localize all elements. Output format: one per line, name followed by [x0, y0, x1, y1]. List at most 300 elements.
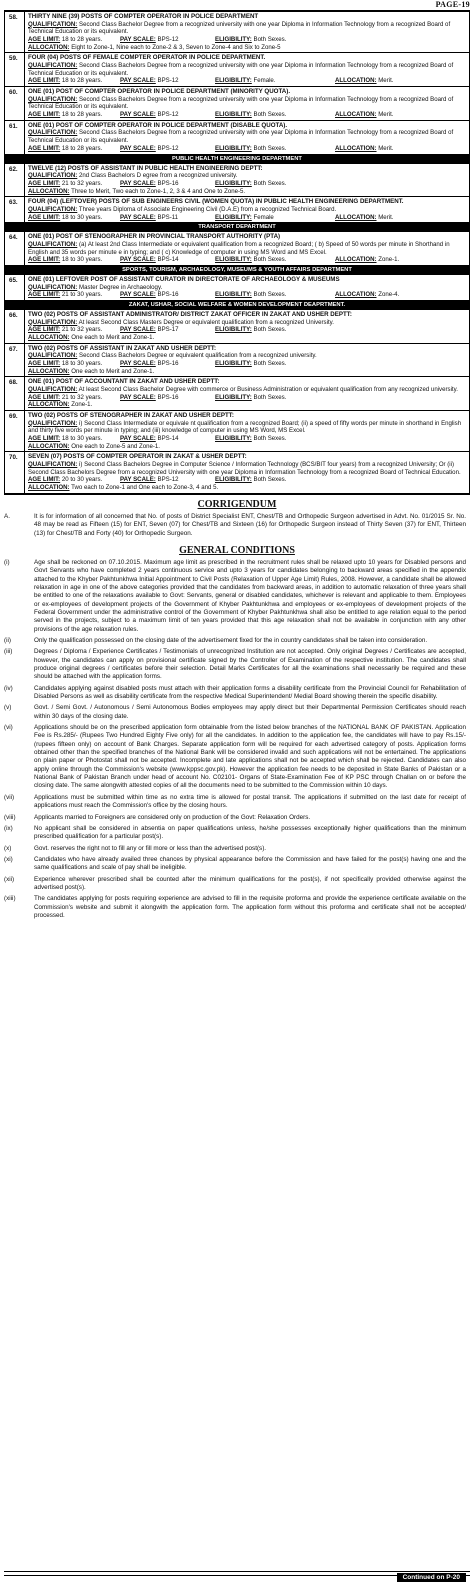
pay-scale-value: BPS-11 — [157, 213, 179, 221]
age-limit-label: AGE LIMIT: — [28, 393, 61, 401]
pay-scale-value: BPS-12 — [157, 476, 179, 484]
age-limit-label: AGE LIMIT: — [28, 256, 61, 264]
condition-number: (ix) — [4, 824, 13, 832]
post-number: 61. — [5, 121, 25, 154]
allocation-label: ALLOCATION: — [335, 77, 377, 85]
allocation-value: Two each to Zone-1 and One each to Zone-3, 4 and 5. — [71, 484, 219, 492]
age-limit-value: 21 to 32 years. — [61, 179, 103, 187]
post-row — [5, 377, 469, 411]
allocation-value: Merit. — [378, 213, 394, 221]
post-body — [25, 164, 469, 197]
eligibility — [215, 145, 335, 153]
allocation-line — [28, 44, 466, 52]
condition-number: (vii) — [4, 793, 15, 801]
condition-number: (xi) — [4, 855, 13, 863]
qualification-line — [28, 62, 466, 77]
details-line — [28, 360, 466, 368]
pay-scale-value: BPS-16 — [157, 359, 179, 367]
condition-item — [4, 845, 466, 853]
post-title: ONE (01) LEFTOVER POST OF ASSISTANT CURATOR IN DIRECTORATE OF ARCHAEOLOGY & MUSEUMS — [28, 275, 340, 283]
eligibility — [215, 291, 335, 299]
details-line — [28, 326, 466, 334]
pay-scale — [120, 256, 215, 264]
pay-scale-label: PAY SCALE: — [120, 359, 156, 367]
pay-scale — [120, 111, 215, 119]
age-limit-label: AGE LIMIT: — [28, 291, 61, 299]
allocation-value: Three to Merit, Two each to Zone-1, 2, 3 & 4 and One to Zone-5. — [71, 187, 246, 195]
pay-scale-label: PAY SCALE: — [120, 435, 156, 443]
qualification-text: Second Class Bachelors Degree or equivalent qualification from a recognized university. — [79, 352, 317, 360]
continued-label: Continued on P-20 — [397, 1573, 466, 1582]
eligibility — [215, 435, 466, 443]
post-title: THIRTY NINE (39) POSTS OF COMPTER OPERATOR IN POLICE DEPARTMENT — [28, 13, 259, 20]
condition-item — [4, 559, 466, 634]
condition-item — [4, 895, 466, 920]
pay-scale — [120, 476, 215, 484]
post-row — [5, 310, 469, 344]
qualification-line — [28, 96, 466, 111]
post-title: FOUR (04) POSTS OF FEMALE COMPTER OPERATOR IN POLICE DEPARTMENT. — [28, 54, 266, 62]
post-number: 70. — [5, 452, 25, 492]
post-number: 64. — [5, 232, 25, 265]
allocation-label: ALLOCATION: — [28, 187, 70, 195]
condition-text: Degrees / Diploma / Experience Certificates / Testimonials of unrecognized Institution are not accepted. Only original Degrees / Certificates are accepted, however, the candidates can apply on provisional certificate signed by the Controller of Examination of the respective institution. The candidates shall produce original degrees / certificates before their selection. Detail Marks Certificates for all the examinations shall necessarily be required and these should be attached with the application forms. — [34, 648, 466, 681]
qualification-text: Second Class Bachelor Degree from a recognized university with one year Diploma in Information Technology from a recognized Board of Technical Education or its equivalent. — [28, 20, 451, 36]
condition-number: (xiii) — [4, 895, 16, 903]
allocation-value: Eight to Zone-1, Nine each to Zone-2 & 3, Seven to Zone-4 and Six to Zone-5 — [71, 43, 281, 51]
pay-scale-value: BPS-14 — [157, 256, 179, 264]
page-footer — [0, 1570, 474, 1580]
pay-scale-label: PAY SCALE: — [120, 77, 156, 85]
qualification-text: (a) At least 2nd Class Intermediate or equivalent qualification from a recognized Board; ( b) Speed of 50 words per minute in Shorthand in English and 35 words per minute e in typing; and ( c) Knowledge of computer in using MS Word and MS Excel. — [28, 240, 450, 256]
qualification-label: QUALIFICATION: — [28, 461, 78, 469]
qualification-label: QUALIFICATION: — [28, 419, 78, 427]
condition-number: (i) — [4, 558, 10, 566]
post-row — [5, 12, 469, 53]
pay-scale-value: BPS-12 — [157, 111, 179, 119]
allocation-label: ALLOCATION: — [335, 144, 377, 152]
eligibility — [215, 111, 335, 119]
qualification-label: QUALIFICATION: — [28, 283, 78, 291]
age-limit-value: 18 to 30 years. — [61, 435, 103, 443]
allocation-label: ALLOCATION: — [28, 442, 70, 450]
pay-scale-label: PAY SCALE: — [120, 213, 156, 221]
post-title: TWO (02) POSTS OF STENOGRAPHER IN ZAKAT AND USHER DEPTT: — [28, 412, 234, 420]
age-limit-value: 21 to 32 years. — [61, 393, 103, 401]
pay-scale — [120, 360, 215, 368]
eligibility-value: Female. — [253, 77, 276, 85]
post-body — [25, 121, 469, 154]
qualification-line — [28, 172, 466, 180]
qualification-line — [28, 21, 466, 36]
general-conditions-section — [0, 545, 474, 923]
pay-scale — [120, 291, 215, 299]
pay-scale-label: PAY SCALE: — [120, 476, 156, 484]
allocation-label: ALLOCATION: — [28, 43, 70, 51]
pay-scale — [120, 435, 215, 443]
age-limit-value: 21 to 30 years. — [61, 291, 103, 299]
qualification-line — [28, 319, 466, 327]
age-limit — [28, 360, 120, 368]
eligibility-label: ELIGIBILITY: — [215, 144, 252, 152]
eligibility-value: Both Sexes. — [253, 256, 287, 264]
details-line — [28, 256, 466, 264]
department-heading: SPORTS, TOURISM, ARCHAEOLOGY, MUSEUMS & YOUTH AFFAIRS DEPARTMENT — [5, 266, 469, 275]
allocation-label: ALLOCATION: — [28, 367, 70, 375]
post-row — [5, 275, 469, 301]
condition-text: Govt. reserves the right not to fill any or fill more or less than the advertised post(s). — [34, 844, 267, 852]
age-limit — [28, 214, 120, 222]
details-line — [28, 145, 466, 153]
eligibility-value: Both Sexes. — [253, 144, 287, 152]
pay-scale-label: PAY SCALE: — [120, 326, 156, 334]
age-limit-label: AGE LIMIT: — [28, 359, 61, 367]
pay-scale-value: BPS-14 — [157, 435, 179, 443]
age-limit-value: 20 to 30 years. — [61, 476, 103, 484]
post-title: ONE (01) POST OF STENOGRAPHER IN PROVINCIAL TRANSPORT AUTHORITY (PTA) — [28, 233, 281, 241]
age-limit-label: AGE LIMIT: — [28, 36, 61, 43]
condition-text: Applications should be on the prescribed application form obtainable from the listed below branches of the NATIONAL BANK OF PAKISTAN. Application Fee is Rs.285/- (Rupees Two Hundred Eighty Five only) for all the candidates. In addition to the application fee, the candidates will have to pay Rs.15/- (rupees fifteen only) on account of Bank Charges. Separate application form will be required for each advertised category of posts. Application forms obtained other than the specified branches of the National Bank will be considered invalid and such applications will not be entertained. The applications on plain paper or Photostat shall not be accepted. Incomplete and late applications shall not be accepted which shall be rejected. Candidates can also apply online through the Commission's website (www.kppsc.gov.pk). However the application fee needs to be deposited in State Banks of Pakistan or a National Bank of Pakistan Branch under head of account No. C02101- Organs of State-Examination Fee of KP PSC through Challan on or before the closing date. The same alongwith attested copies of all the documents need to be submitted to the Commission within 10 days. — [34, 724, 466, 790]
post-number: 63. — [5, 197, 25, 222]
post-row — [5, 164, 469, 198]
pay-scale — [120, 180, 215, 188]
eligibility-label: ELIGIBILITY: — [215, 291, 252, 299]
age-limit-value: 18 to 28 years. — [61, 111, 103, 119]
post-number: 59. — [5, 53, 25, 86]
condition-text: The candidates applying for posts requiring experience are advised to fill in the requisite proforma and provide the experience certificate available on the Commission's website and submit it alongwith the application form. The application form without this proforma and certificate shall not be accepted/ processed. — [34, 895, 466, 919]
condition-text: Applicants married to Foreigners are considered only on production of the Govt: Relaxation Orders. — [34, 813, 311, 821]
pay-scale-label: PAY SCALE: — [120, 36, 156, 43]
condition-item — [4, 814, 466, 822]
qualification-line — [28, 129, 466, 144]
details-line — [28, 77, 466, 85]
pay-scale — [120, 77, 215, 85]
allocation-value: One each to Merit and Zone-1. — [71, 333, 155, 341]
age-limit-label: AGE LIMIT: — [28, 77, 61, 85]
condition-number: A. — [4, 512, 10, 520]
condition-number: (iii) — [4, 648, 13, 656]
condition-text: Age shall be reckoned on 07.10.2015. Maximum age limit as prescribed in the recruitment rules shall be relaxed upto 10 years for Disabled persons and Govt Servants who have completed 2 years continuous service and upto 3 years for candidates belonging to backward areas specified in the appendix attached to the Khyber Pakhtunkhwa Initial Appointment to Civil Posts (Relaxation of Upper Age Limit) Rules, 2008. However, a candidate shall be allowed relaxation in age in one of the above categories provided that the candidates from backward areas, in addition to automatic relaxation of three years shall be entitled to one of the relaxations available to Govt: Servants, general or disabled candidates, whichever is relevant and applicable to them. Employees or ex-employees of development projects of the Government of Khyber Pakhtunkhwa and employees or ex-employees of development projects of the Federal Government under the administrative control of the Government of Khyber Pakhtunkhwa shall also be entitled to age relation equal to the period served in the projects, subject to a maximum limit of ten years provided that this age relaxation shall not be available in conjunction with any other provisions of the age relaxation rules. — [34, 558, 466, 633]
post-row — [5, 232, 469, 266]
eligibility — [215, 476, 466, 484]
pay-scale — [120, 214, 215, 222]
qualification-label: QUALIFICATION: — [28, 95, 78, 103]
condition-item — [4, 825, 466, 842]
qualification-label: QUALIFICATION: — [28, 62, 78, 69]
post-body — [25, 12, 469, 52]
age-limit — [28, 180, 120, 188]
pay-scale-label: PAY SCALE: — [120, 179, 156, 187]
general-conditions-heading: GENERAL CONDITIONS — [179, 544, 295, 556]
post-row — [5, 344, 469, 378]
details-line — [28, 435, 466, 443]
post-body — [25, 411, 469, 451]
allocation-line — [28, 484, 466, 492]
post-number: 60. — [5, 87, 25, 120]
condition-text: It is for information of all concerned that No. of posts of District Specialist ENT, Chest/TB and Orthopedic Surgeon advertised in Advt. No. 01/2015 Sr. No. 48 may be read as Fifteen (15) for ENT, Seven (07) for Chest/TB and Sixteen (16) for Orthopedic Surgeon instead of Thirty Seven (37) for ENT, Thirteen (13) for Chest/TB and Forty (40) for Orthopedic Surgeon. — [34, 512, 466, 537]
age-limit — [28, 36, 120, 44]
qualification-line — [28, 461, 466, 476]
post-number: 67. — [5, 344, 25, 377]
allocation-value: Zone-4. — [378, 291, 400, 299]
post-number: 65. — [5, 275, 25, 300]
condition-text: Candidates applying against disabled posts must attach with their application forms a disability certificate from the Provincial Council for Rehabilitation of Disabled Persons as well as disability certificate from the respective Medical Superintendent/ Medial Board showing therein the specific disability. — [34, 684, 466, 701]
age-limit-label: AGE LIMIT: — [28, 179, 61, 187]
allocation-value: One each to Zone-5 and Zone-1. — [71, 442, 160, 450]
allocation-line — [28, 334, 466, 342]
condition-item — [4, 685, 466, 702]
eligibility — [215, 180, 466, 188]
post-title: SEVEN (07) POSTS OF COMPTER OPERATOR IN ZAKAT & USHER DEPTT: — [28, 453, 247, 461]
qualification-text: Second Class Bachelors Degree from a recognized university with one year Diploma in Information Technology from a recognized Board of Technical Education or its equivalent. — [28, 62, 454, 77]
allocation-line — [28, 401, 466, 409]
pay-scale-value: BPS-16 — [157, 291, 179, 299]
post-row — [5, 197, 469, 223]
eligibility-value: Both Sexes. — [253, 179, 287, 187]
condition-text: Applications must be submitted within time as no extra time is allowed for postal transit. The applications if submitted on the last date for receipt of applications must reach the Commission's office by the closing hours. — [34, 793, 466, 810]
allocation — [335, 145, 466, 153]
eligibility-label: ELIGIBILITY: — [215, 77, 252, 85]
eligibility-label: ELIGIBILITY: — [215, 36, 252, 43]
qualification-text: Second Class Bachelors Degree from a recognized university with one year Diploma in Information Technology from a recognized Board of Technical Education or its equivalent. — [28, 95, 454, 111]
details-line — [28, 111, 466, 119]
eligibility-label: ELIGIBILITY: — [215, 213, 252, 221]
post-row — [5, 411, 469, 452]
age-limit — [28, 256, 120, 264]
post-title: TWO (02) POSTS OF ASSISTANT ADMINISTRATOR/ DISTRICT ZAKAT OFFICER IN ZAKAT AND USHER DEPTT: — [28, 310, 352, 318]
eligibility-label: ELIGIBILITY: — [215, 179, 252, 187]
eligibility-value: Both Sexes. — [253, 476, 287, 484]
eligibility-value: Both Sexes. — [253, 36, 287, 43]
condition-item — [4, 724, 466, 791]
age-limit-label: AGE LIMIT: — [28, 213, 61, 221]
details-line — [28, 180, 466, 188]
page-number: PAGE-19 — [435, 0, 470, 9]
qualification-line — [28, 284, 466, 292]
qualification-text: Second Class Bachelors Degree from a recognized university with one year Diploma in Information Technology from a recognized Board of Technical Education or its equivalent. — [28, 129, 454, 145]
age-limit-label: AGE LIMIT: — [28, 111, 61, 119]
condition-number: (vi) — [4, 724, 13, 732]
department-heading: TRANSPORT DEPARTMENT — [5, 223, 469, 232]
condition-gap — [0, 920, 474, 923]
qualification-label: QUALIFICATION: — [28, 318, 78, 326]
post-body — [25, 344, 469, 377]
allocation-value: Zone-1. — [378, 256, 400, 264]
allocation-label: ALLOCATION: — [335, 256, 377, 264]
eligibility-value: Both Sexes. — [253, 111, 287, 119]
condition-item — [4, 513, 466, 538]
allocation-value: Merit. — [378, 77, 394, 85]
pay-scale-label: PAY SCALE: — [120, 393, 156, 401]
age-limit-value: 21 to 32 years. — [61, 326, 103, 334]
condition-number: (ii) — [4, 636, 11, 644]
qualification-label: QUALIFICATION: — [28, 385, 78, 393]
condition-text: Candidates who have already availed three chances by physical appearance before the Commission and have failed for the post(s) having one and the same qualifications and scale of pay shall be ineligible. — [34, 855, 466, 872]
qualification-label: QUALIFICATION: — [28, 20, 78, 28]
eligibility — [215, 36, 466, 44]
condition-item — [4, 794, 466, 811]
allocation — [335, 291, 466, 299]
eligibility-label: ELIGIBILITY: — [215, 435, 252, 443]
allocation-line — [28, 188, 466, 196]
post-body — [25, 377, 469, 410]
qualification-line — [28, 206, 466, 214]
condition-number: (v) — [4, 704, 12, 712]
age-limit-value: 18 to 28 years. — [61, 144, 103, 152]
post-row — [5, 452, 469, 493]
allocation-label: ALLOCATION: — [28, 401, 70, 409]
condition-gap — [0, 538, 474, 541]
age-limit-value: 18 to 28 years. — [61, 36, 103, 43]
condition-item — [4, 648, 466, 681]
eligibility-label: ELIGIBILITY: — [215, 393, 252, 401]
allocation — [335, 111, 466, 119]
post-title: ONE (01) POST OF COMPTER OPERATOR IN POLICE DEPARTMENT (MINORITY QUOTA). — [28, 88, 291, 96]
eligibility — [215, 360, 466, 368]
condition-number: (xii) — [4, 875, 15, 883]
post-number: 66. — [5, 310, 25, 343]
allocation-label: ALLOCATION: — [28, 484, 70, 492]
condition-text: No applicant shall be considered in absentia on paper qualifications unless, he/she possesses exceptionally higher qualifications than the minimum prescribed qualification for a particular post(s). — [34, 824, 466, 841]
post-body — [25, 275, 469, 300]
allocation-line — [28, 368, 466, 376]
eligibility-value: Female — [253, 213, 274, 221]
eligibility-value: Both Sexes. — [253, 435, 287, 443]
post-body — [25, 232, 469, 265]
pay-scale — [120, 394, 215, 402]
pay-scale-value: BPS-16 — [157, 393, 179, 401]
pay-scale-value: BPS-17 — [157, 326, 179, 334]
details-line — [28, 36, 466, 44]
qualification-text: Master Degree in Archaeology. — [79, 283, 163, 291]
age-limit-label: AGE LIMIT: — [28, 476, 61, 484]
post-title: ONE (01) POST OF ACCOUNTANT IN ZAKAT AND USHER DEPTT: — [28, 378, 220, 386]
age-limit-value: 18 to 30 years. — [61, 256, 103, 264]
post-body — [25, 310, 469, 343]
qualification-text: At least Second Class Masters Degree or equivalent qualification from a recognized University. — [78, 318, 334, 326]
qualification-line — [28, 386, 466, 394]
qualification-label: QUALIFICATION: — [28, 352, 78, 360]
eligibility — [215, 77, 335, 85]
eligibility — [215, 394, 466, 402]
age-limit — [28, 111, 120, 119]
allocation-value: Merit. — [378, 111, 394, 119]
details-line — [28, 214, 466, 222]
post-body — [25, 197, 469, 222]
pay-scale — [120, 145, 215, 153]
post-row — [5, 121, 469, 155]
page-header — [0, 0, 474, 10]
qualification-label: QUALIFICATION: — [28, 129, 78, 137]
qualification-text: i) Second Class Intermediate or equivale nt qualification from a recognized Board; (ii) a speed of fifty words per minute in shorthand in English and thirty five words per minute in typing; and (iii) knowledge of computer in using MS Word, MS Excel. — [28, 419, 462, 435]
eligibility-value: Both Sexes. — [253, 393, 287, 401]
post-title: ONE (01) POST OF COMPTER OPERATOR IN POLICE DEPARTMENT (DISABLE QUOTA). — [28, 121, 288, 129]
age-limit-value: 18 to 30 years. — [61, 359, 103, 367]
condition-text: Govt. / Semi Govt. / Autonomous / Semi Autonomous Bodies employees may apply direct but their Departmental Permission Certificates should reach within 30 days of the closing date. — [34, 704, 466, 720]
eligibility — [215, 256, 335, 264]
post-title: TWO (02) POSTS OF ASSISTANT IN ZAKAT AND USHER DEPTT: — [28, 344, 217, 352]
post-title: TWELVE (12) POSTS OF ASSISTANT IN PUBLIC HEALTH ENGINEERING DEPTT: — [28, 164, 263, 172]
age-limit — [28, 394, 120, 402]
eligibility-label: ELIGIBILITY: — [215, 111, 252, 119]
allocation-label: ALLOCATION: — [335, 291, 377, 299]
pay-scale — [120, 36, 215, 44]
condition-number: (iv) — [4, 684, 13, 692]
condition-item — [4, 876, 466, 893]
eligibility-label: ELIGIBILITY: — [215, 326, 252, 334]
eligibility-value: Both Sexes. — [253, 326, 287, 334]
age-limit — [28, 476, 120, 484]
post-number: 68. — [5, 377, 25, 410]
allocation-line — [28, 443, 466, 451]
pay-scale — [120, 326, 215, 334]
post-row — [5, 87, 469, 121]
post-body — [25, 87, 469, 120]
qualification-text: Three years Diploma of Associate Engineering Civil (D.A.E) from a recognized Technical Board. — [78, 205, 337, 213]
eligibility — [215, 214, 335, 222]
age-limit — [28, 326, 120, 334]
pay-scale-label: PAY SCALE: — [120, 111, 156, 119]
allocation-value: Zone-1. — [71, 401, 93, 409]
eligibility — [215, 326, 466, 334]
post-number: 58. — [5, 12, 25, 52]
allocation — [335, 256, 466, 264]
allocation-label: ALLOCATION: — [335, 213, 377, 221]
post-row — [5, 53, 469, 87]
pay-scale-label: PAY SCALE: — [120, 256, 156, 264]
condition-number: (x) — [4, 844, 12, 852]
eligibility-label: ELIGIBILITY: — [215, 359, 252, 367]
details-line — [28, 476, 466, 484]
age-limit-label: AGE LIMIT: — [28, 144, 61, 152]
department-heading: PUBLIC HEALTH ENGINEERING DEPARTMENT — [5, 155, 469, 164]
pay-scale-value: BPS-12 — [157, 77, 179, 85]
qualification-text: At least Second Class Bachelor Degree with commerce or Business Administration or equivalent qualification from any recognized university. — [78, 385, 458, 393]
posts-table — [4, 10, 470, 495]
allocation-value: Merit. — [378, 144, 394, 152]
post-title: FOUR (04) (LEFTOVER) POSTS OF SUB ENGINEERS CIVIL (WOMEN QUOTA) IN PUBLIC HEALTH ENGINEERING DEPARTMENT. — [28, 198, 404, 206]
age-limit-value: 18 to 30 years. — [61, 213, 103, 221]
age-limit-label: AGE LIMIT: — [28, 435, 61, 443]
condition-text: Experience wherever prescribed shall be counted after the minimum qualifications for the post(s), if not specifically provided otherwise against the advertised post(s). — [34, 875, 466, 891]
pay-scale-value: BPS-16 — [157, 179, 179, 187]
pay-scale-label: PAY SCALE: — [120, 291, 156, 299]
condition-text: Only the qualification possessed on the closing date of the advertisement fixed for the in country candidates shall be taken into consideration. — [34, 636, 428, 644]
details-line — [28, 291, 466, 299]
qualification-label: QUALIFICATION: — [28, 172, 78, 180]
allocation-label: ALLOCATION: — [335, 111, 377, 119]
eligibility-value: Both Sexes. — [253, 291, 287, 299]
age-limit-label: AGE LIMIT: — [28, 326, 61, 334]
pay-scale-value: BPS-12 — [157, 36, 179, 43]
age-limit — [28, 435, 120, 443]
condition-item — [4, 704, 466, 721]
corrigendum-heading: CORRIGENDUM — [197, 498, 277, 510]
eligibility-value: Both Sexes. — [253, 359, 287, 367]
qualification-label: QUALIFICATION: — [28, 205, 78, 213]
allocation-value: One each to Merit and Zone-1. — [71, 367, 155, 375]
corrigendum-section — [0, 499, 474, 541]
department-heading: ZAKAT, USHAR, SOCIAL WELFARE & WOMEN DEVELOPMENT DEAPRTMENT. — [5, 301, 469, 310]
qualification-line — [28, 241, 466, 256]
eligibility-label: ELIGIBILITY: — [215, 256, 252, 264]
post-number: 69. — [5, 411, 25, 451]
age-limit — [28, 77, 120, 85]
age-limit-value: 18 to 28 years. — [61, 77, 103, 85]
condition-item — [4, 637, 466, 645]
pay-scale-label: PAY SCALE: — [120, 144, 156, 152]
allocation-label: ALLOCATION: — [28, 333, 70, 341]
